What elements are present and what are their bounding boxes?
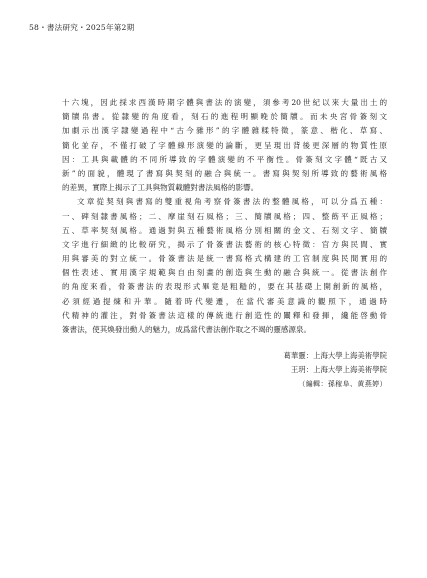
paragraph-line: 十六塊，因此採求西漢時期字體與書法的演變，須參考20世紀以來大量出土的	[62, 98, 387, 107]
paragraph-line: 的角度來看，骨簽書法的表現形式畢竟是粗糙的，要在其基礎上開創新的風格，	[62, 282, 387, 292]
paragraph-line: 文字進行細緻的比較研究，揭示了骨簽書法藝術的核心特徵：官方與民間、實	[62, 239, 387, 249]
paragraph-line: 五、草率契刻風格。通過對與五種藝術風格分別相關的金文、石刻文字、簡牘	[62, 225, 387, 235]
paragraph-line: 簡化並存，不僅打破了字體線形演變的論斷，更呈現出背後更深層的物質性原	[62, 140, 387, 150]
paragraph-line: 代精神的灌注，對骨簽書法這樣的傳統進行創造性的闡釋和發揮，纔能啓動骨	[62, 310, 387, 320]
paragraph-line: 的差異，實際上揭示了工具與物質載體對書法風格的影響。	[62, 183, 259, 193]
paragraph-line: 文章從契刻與書寫的雙重視角考察骨簽書法的整體風格，可以分爲五種：	[77, 197, 387, 207]
paragraph-line: 新”的面貌，體現了書寫與契刻的融合與統一。書寫與契刻所導致的藝術風格	[62, 168, 387, 178]
paragraph-line: 簡牘帛書。從隸變的角度看，刻石的進程明顯晚於簡牘。而未央宮骨簽刻文	[62, 112, 387, 122]
paragraph-line: 必須經過提煉和升華。隨着時代變遷，在當代審美意識的觀照下，通過時	[62, 296, 387, 306]
signature-block	[284, 349, 387, 391]
paragraph-line: 簽書法，使其煥發出動人的魅力，成爲當代書法創作取之不竭的靈感源泉。	[62, 325, 312, 334]
body-text	[62, 96, 387, 337]
running-header: 58・書法研究・2025年第2期	[29, 23, 135, 32]
paragraph-line: 用與審美的對立統一。骨簽書法是統一書寫格式構建的工官制度與民間實用的	[62, 254, 387, 264]
editor-credit: （編輯：孫稼阜、黄燕婷）	[298, 380, 387, 388]
author-affiliation: 葛華靈：上海大學上海美術學院	[283, 351, 387, 360]
paragraph-2	[62, 195, 387, 337]
paragraph-line: 加劇示出漢字隸變過程中“古今雜形”的字體雜糅特徵，篆意、楷化、草寫、	[62, 126, 387, 136]
author-affiliation: 王玥：上海大學上海美術學院	[290, 365, 387, 374]
paragraph-line: 個性表述、實用漢字規範與自由刻畫的創造與生動的融合與統一。從書法創作	[62, 268, 387, 278]
paragraph-1	[62, 96, 387, 195]
paragraph-line: 一、碑刻隸書風格；二、摩崖刻石風格；三、簡牘風格；四、整飭平正風格；	[62, 211, 387, 221]
paragraph-line: 因：工具與載體的不同所導致的字體演變的不平衡性。骨簽刻文字體“既古又	[62, 154, 387, 164]
